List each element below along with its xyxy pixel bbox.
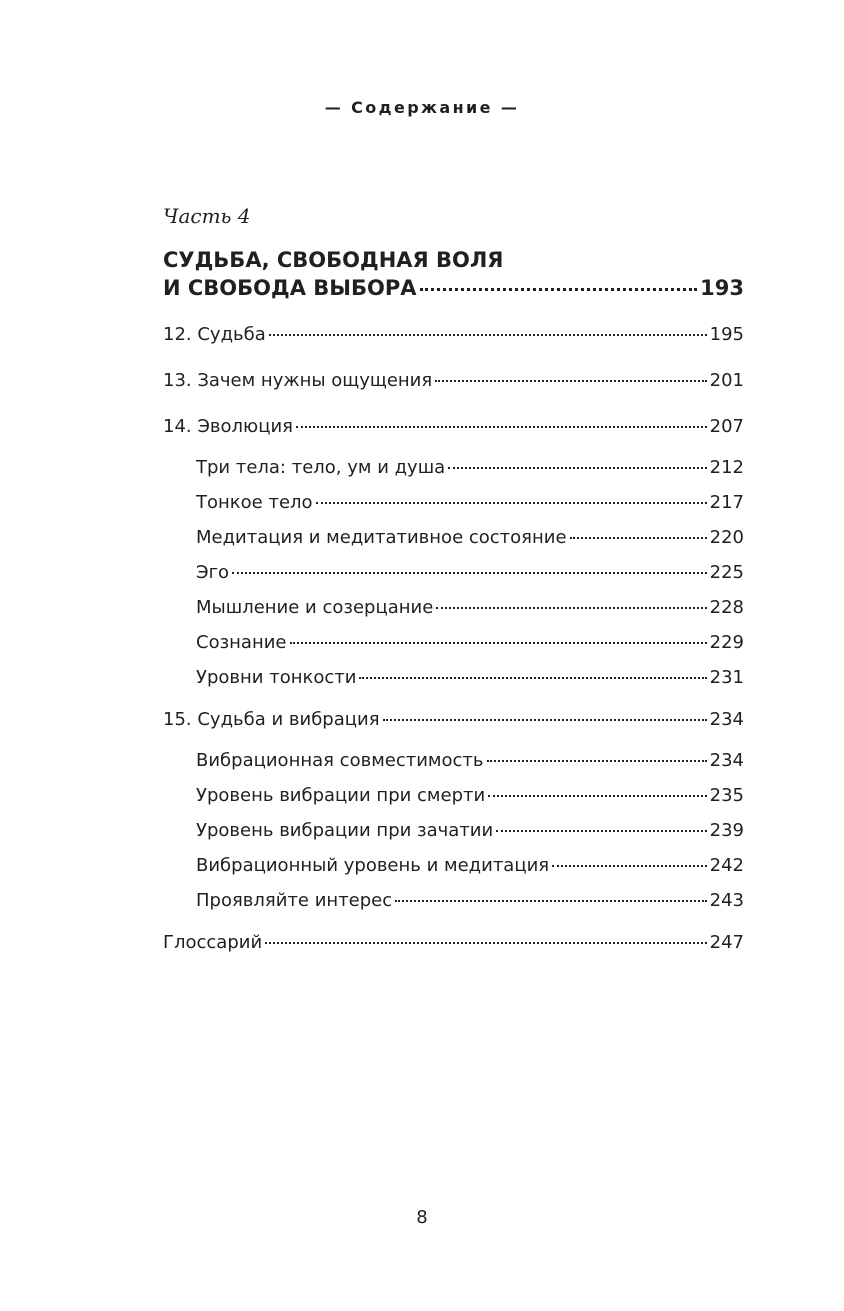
dot-leader [496, 830, 706, 832]
page-number: 8 [416, 1207, 428, 1228]
dot-leader [265, 942, 707, 944]
toc-entry-page: 220 [709, 527, 744, 548]
toc-entry-page: 195 [709, 324, 744, 345]
dot-leader [383, 719, 707, 721]
dot-leader [395, 900, 706, 902]
dot-leader [232, 572, 707, 574]
toc-entry-page: 242 [709, 855, 744, 876]
toc-entry-label: 15. Судьба и вибрация [163, 709, 380, 730]
toc-entry-section [196, 595, 744, 621]
toc-entry-section [196, 665, 744, 691]
toc-entry-chapter [163, 707, 744, 733]
toc-entry-label: Уровни тонкости [196, 667, 357, 688]
toc-entry-chapter [163, 322, 744, 348]
toc-entry-label: 12. Судьба [163, 324, 266, 345]
dot-leader [435, 380, 706, 382]
toc-entry-page: 235 [709, 785, 744, 806]
toc-entry-chapter [163, 414, 744, 440]
toc-entry-label: Тонкое тело [196, 492, 313, 513]
dot-leader [316, 502, 707, 504]
dot-leader [448, 467, 706, 469]
part-label: Часть 4 [163, 204, 251, 228]
toc-entry-page: 201 [709, 370, 744, 391]
dot-leader [269, 334, 707, 336]
toc-entry-label: 13. Зачем нужны ощущения [163, 370, 433, 391]
dot-leader [296, 426, 707, 428]
toc-entry-page: 207 [709, 416, 744, 437]
dot-leader [436, 607, 706, 609]
toc-entry-section [196, 490, 744, 516]
dot-leader [488, 795, 706, 797]
toc-entry-label: И СВОБОДА ВЫБОРА [163, 276, 417, 300]
toc-entry-section [196, 525, 744, 551]
toc-entry-section [196, 853, 744, 879]
toc-entry-page: 231 [709, 667, 744, 688]
toc-entry-page: 234 [709, 709, 744, 730]
toc-entry-label: 14. Эволюция [163, 416, 293, 437]
toc-entry-section [196, 455, 744, 481]
toc-entry-label: Вибрационная совместимость [196, 750, 484, 771]
toc-entry-section [196, 818, 744, 844]
toc-entry-label: Медитация и медитативное состояние [196, 527, 567, 548]
toc-entry-label: Мышление и созерцание [196, 597, 434, 618]
dot-leader [552, 865, 707, 867]
toc-entry-label: Проявляйте интерес [196, 890, 393, 911]
toc-entry-label: Уровень вибрации при зачатии [196, 820, 494, 841]
toc-entry-label: Эго [196, 562, 230, 583]
toc-entry-page: 217 [709, 492, 744, 513]
toc-entry-page: 234 [709, 750, 744, 771]
toc-entry-label: Три тела: тело, ум и душа [196, 457, 446, 478]
toc-entry-section [196, 748, 744, 774]
dot-leader [420, 288, 698, 291]
toc-entry-label: Вибрационный уровень и медитация [196, 855, 550, 876]
dot-leader [487, 760, 707, 762]
toc-entry-section [196, 888, 744, 914]
toc-entry-page: 247 [709, 932, 744, 953]
toc-entry-label: Уровень вибрации при смерти [196, 785, 486, 806]
toc-entry-page: 193 [700, 276, 744, 300]
toc-entry-section [196, 783, 744, 809]
toc-entry-part [163, 272, 744, 304]
toc-entry-chapter [163, 930, 744, 956]
dot-leader [290, 642, 707, 644]
toc-entry-chapter [163, 368, 744, 394]
dot-leader [570, 537, 707, 539]
running-header: — Содержание — [324, 98, 520, 117]
toc-entry-page: 212 [709, 457, 744, 478]
toc-entry-page: 229 [709, 632, 744, 653]
dot-leader [359, 677, 706, 679]
toc-entry-page: 243 [709, 890, 744, 911]
toc-entry-page: 228 [709, 597, 744, 618]
toc-entry-section [196, 560, 744, 586]
part-title-line-1: СУДЬБА, СВОБОДНАЯ ВОЛЯ [163, 248, 504, 272]
toc-entry-label: Сознание [196, 632, 287, 653]
toc-entry-label: Глоссарий [163, 932, 263, 953]
toc-entry-section [196, 630, 744, 656]
toc-entry-page: 239 [709, 820, 744, 841]
toc-entry-page: 225 [709, 562, 744, 583]
